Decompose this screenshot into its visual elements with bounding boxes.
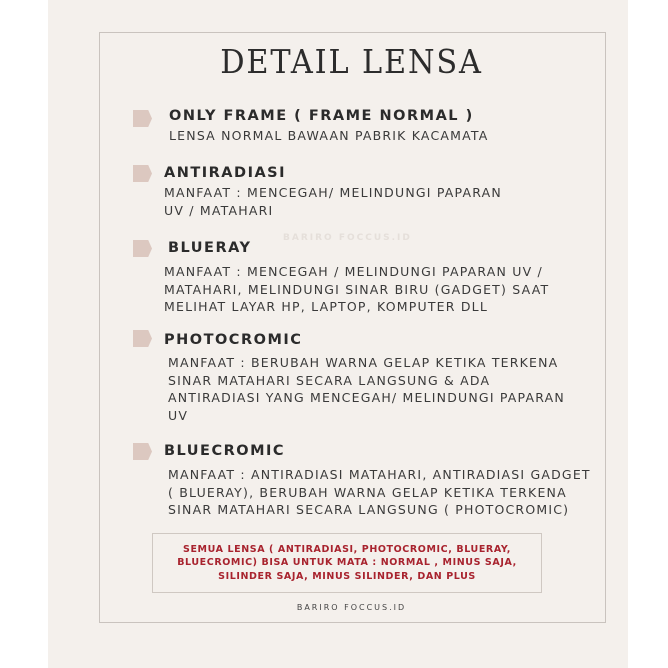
lens-desc: MANFAAT : ANTIRADIASI MATAHARI, ANTIRADIASI GADGET ( BLUERAY), BERUBAH WARNA GELAP KETIKA TERKENA SINAR MATAHARI SECARA LANGSUNG ( PHOTOCROMIC)	[168, 467, 591, 517]
footer-brand: BARIRO FOCCUS.ID	[296, 603, 407, 612]
lens-desc: MANFAAT : MENCEGAH/ MELINDUNGI PAPARAN UV / MATAHARI	[164, 185, 502, 218]
lens-title: ANTIRADIASI	[164, 165, 287, 181]
lens-title: BLUERAY	[168, 240, 252, 256]
lens-title: BLUECROMIC	[164, 443, 286, 459]
note-box	[152, 533, 542, 593]
note-text: SEMUA LENSA ( ANTIRADIASI, PHOTOCROMIC, BLUERAY, BLUECROMIC) BISA UNTUK MATA : NORMAL , MINUS SAJA, SILINDER SAJA, MINUS SILINDER, DAN PLUS	[177, 543, 517, 582]
bullet-tag-icon	[133, 240, 152, 257]
lens-title: PHOTOCROMIC	[164, 332, 303, 348]
lens-desc: MANFAAT : BERUBAH WARNA GELAP KETIKA TERKENA SINAR MATAHARI SECARA LANGSUNG & ADA ANTIRADIASI YANG MENCEGAH/ MELINDUNGI PAPARAN UV	[168, 355, 565, 423]
lens-desc: LENSA NORMAL BAWAAN PABRIK KACAMATA	[169, 128, 489, 143]
bullet-tag-icon	[133, 110, 152, 127]
lens-title: ONLY FRAME ( FRAME NORMAL )	[169, 108, 474, 124]
bullet-tag-icon	[133, 330, 152, 347]
bullet-tag-icon	[133, 165, 152, 182]
watermark: BARIRO FOCCUS.ID	[283, 233, 412, 243]
page-title: DETAIL LENSA	[220, 42, 483, 81]
lens-desc: MANFAAT : MENCEGAH / MELINDUNGI PAPARAN UV / MATAHARI, MELINDUNGI SINAR BIRU (GADGET) SAAT MELIHAT LAYAR HP, LAPTOP, KOMPUTER DLL	[164, 264, 550, 314]
bullet-tag-icon	[133, 443, 152, 460]
